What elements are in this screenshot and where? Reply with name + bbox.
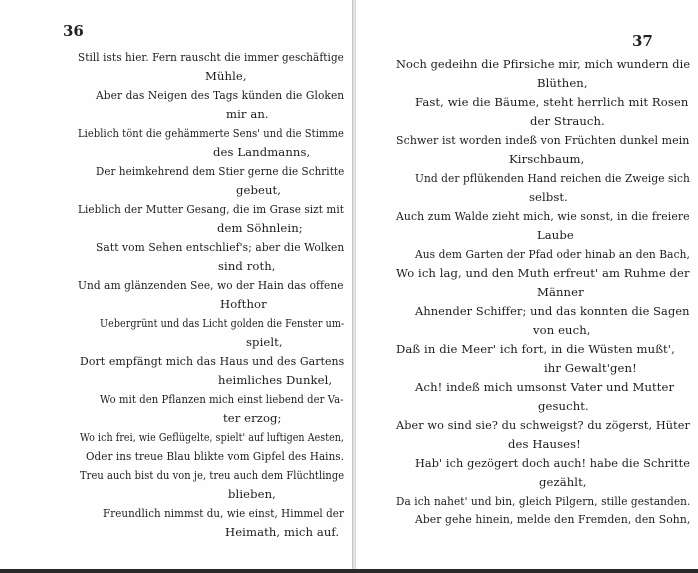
poem-line: Dort empfängt mich das Haus und des Gartens: [80, 354, 345, 368]
poem-line: Mühle,: [205, 69, 247, 83]
poem-line: Kirschbaum,: [509, 152, 585, 166]
poem-line: der Strauch.: [530, 114, 605, 128]
poem-line: Blüthen,: [537, 76, 588, 90]
poem-line: gebeut,: [236, 183, 282, 197]
poem-line: Männer: [537, 285, 584, 299]
poem-line: ihr Gewalt'gen!: [544, 361, 637, 375]
poem-line: Fast, wie die Bäume, steht herrlich mit Rosen: [415, 95, 689, 109]
page-number: 36: [63, 22, 84, 40]
poem-line: Und am glänzenden See, wo der Hain das offene: [78, 278, 344, 292]
poem-line: Ach! indeß mich umsonst Vater und Mutter: [415, 380, 675, 394]
poem-line: Wo mit den Pflanzen mich einst liebend der Va-: [100, 392, 344, 406]
poem-line: Noch gedeihn die Pfirsiche mir, mich wundern die: [396, 57, 691, 71]
poem-line: Daß in die Meer' ich fort, in die Wüsten mußt',: [396, 342, 675, 356]
poem-line: Still ists hier. Fern rauscht die immer geschäftige: [78, 50, 344, 64]
page-bottom-edge: [0, 569, 698, 573]
poem-line: des Hauses!: [508, 437, 581, 451]
poem-line: Schwer ist worden indeß von Früchten dunkel mein: [396, 133, 690, 147]
poem-line: Der heimkehrend dem Stier gerne die Schritte: [96, 164, 345, 178]
poem-line: gezählt,: [539, 475, 587, 489]
poem-line: Wo ich lag, und den Muth erfreut' am Ruhme der: [396, 266, 690, 280]
poem-line: Aus dem Garten der Pfad oder hinab an den Bach,: [415, 247, 690, 261]
poem-line: Uebergrünt und das Licht golden die Fenster um-: [100, 316, 345, 330]
poem-line: dem Söhnlein;: [217, 221, 303, 235]
poem-line: mir an.: [226, 107, 269, 121]
poem-line: Oder ins treue Blau blikte vom Gipfel des Hains.: [86, 449, 345, 463]
poem-line: Hofthor: [220, 297, 267, 311]
poem-line: Laube: [537, 228, 574, 242]
poem-line: Lieblich tönt die gehämmerte Sens' und die Stimme: [78, 126, 344, 140]
poem-line: gesucht.: [538, 399, 589, 413]
poem-line: Treu auch bist du von je, treu auch dem Flüchtlinge: [80, 468, 345, 482]
poem-line: Auch zum Walde zieht mich, wie sonst, in die freiere: [396, 209, 690, 223]
poem-line: Ahnender Schiffer; und das konnten die Sagen: [415, 304, 690, 318]
poem-line: sind roth,: [218, 259, 276, 273]
poem-line: selbst.: [529, 190, 568, 204]
poem-line: Lieblich der Mutter Gesang, die im Grase sizt mit: [78, 202, 345, 216]
poem-line: ter erzog;: [223, 411, 282, 425]
page-number: 37: [632, 32, 653, 50]
poem-line: Aber wo sind sie? du schweigst? du zögerst, Hüter: [396, 418, 690, 432]
poem-line: Aber gehe hinein, melde den Fremden, den Sohn,: [415, 512, 691, 526]
poem-line: Freundlich nimmst du, wie einst, Himmel der: [103, 506, 344, 520]
poem-line: blieben,: [228, 487, 276, 501]
poem-line: spielt,: [246, 335, 283, 349]
poem-line: Und der pflükenden Hand reichen die Zweige sich: [415, 171, 690, 185]
right-page: [356, 0, 698, 573]
poem-line: Satt vom Sehen entschlief's; aber die Wolken: [96, 240, 345, 254]
poem-line: Heimath, mich auf.: [225, 525, 340, 539]
poem-line: Da ich nahet' und bin, gleich Pilgern, stille gestanden.: [396, 494, 691, 508]
poem-line: von euch,: [533, 323, 591, 337]
poem-line: heimliches Dunkel,: [218, 373, 333, 387]
poem-line: Wo ich frei, wie Geflügelte, spielt' auf luftigen Aesten,: [80, 430, 345, 444]
poem-line: Hab' ich gezögert doch auch! habe die Schritte: [415, 456, 690, 470]
poem-line: des Landmanns,: [213, 145, 311, 159]
poem-line: Aber das Neigen des Tags künden die Gloken: [96, 88, 345, 102]
